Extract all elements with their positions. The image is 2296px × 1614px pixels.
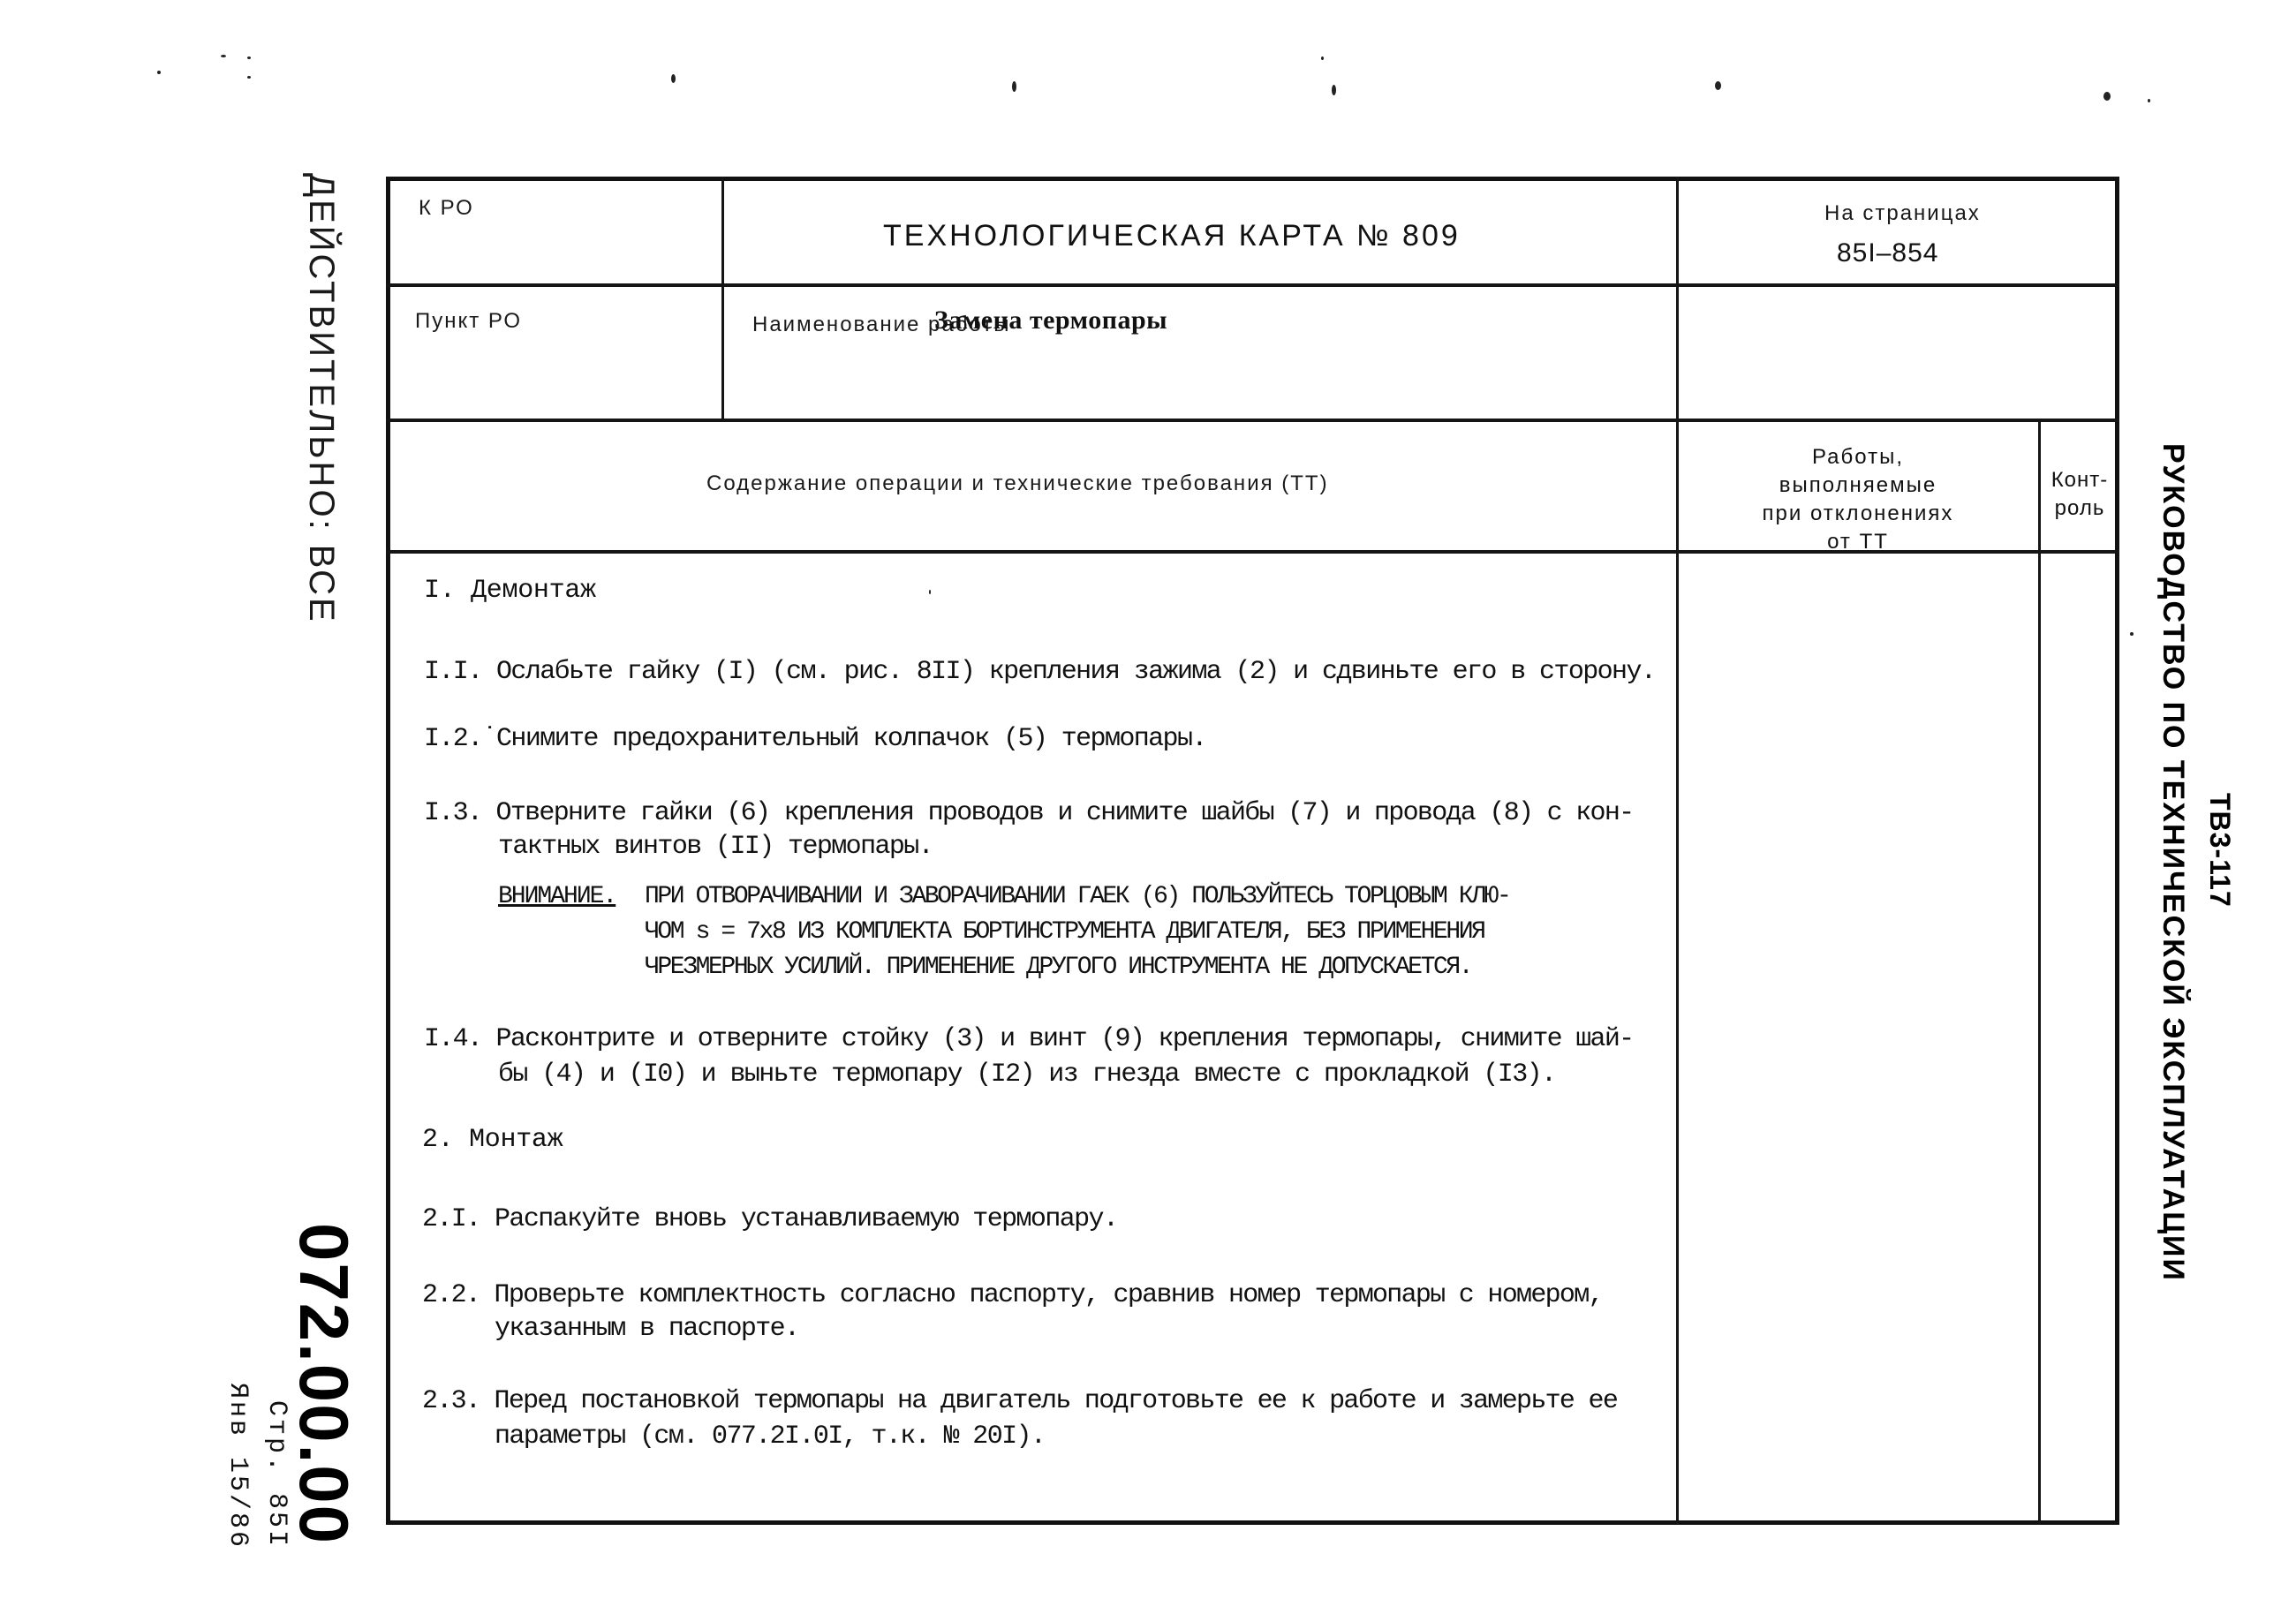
warning-line-3: ЧРЕЗМЕРНЫХ УСИЛИЙ. ПРИМЕНЕНИЕ ДРУГОГО ИНСТРУМЕНТА НЕ ДОПУСКАЕТСЯ. [645, 954, 1472, 981]
warning-label: ВНИМАНИЕ. [498, 883, 616, 910]
scan-speck [1012, 81, 1016, 92]
scan-speck [157, 71, 161, 74]
col-divider [2038, 420, 2041, 1525]
scan-speck [671, 74, 676, 83]
content-column-header: Содержание операции и технические требования (ТТ) [706, 471, 1329, 495]
engine-model: ТВ3-117 [2204, 793, 2236, 908]
deviations-header-line: от ТТ [1827, 530, 1889, 554]
document-number: 072.00.00 [285, 1223, 363, 1546]
step-1-1: I.I. Ослабьте гайку (I) (см. рис. 8II) крепления зажима (2) и сдвиньте его в сторону. [424, 657, 1656, 687]
col-divider [721, 177, 724, 420]
scan-speck [1715, 81, 1721, 90]
row-divider [386, 419, 2119, 422]
warning-line-2: ЧОМ s = 7х8 ИЗ КОМПЛЕКТА БОРТИНСТРУМЕНТА ДВИГАТЕЛЯ, БЕЗ ПРИМЕНЕНИЯ [645, 918, 1484, 946]
control-header-line: Конт- [2051, 468, 2109, 492]
k-ro-label: К РО [419, 196, 474, 220]
deviations-header-line: Работы, [1811, 445, 1905, 469]
page-number: Стр. 85I [261, 1400, 291, 1550]
step-2-1: 2.I. Распакуйте вновь устанавливаемую термопару. [422, 1204, 1118, 1234]
row-divider [386, 283, 2119, 287]
step-2-3-line1: 2.3. Перед постановкой термопары на двигатель подготовьте ее к работе и замерьте ее [422, 1386, 1618, 1416]
deviations-column-header [1678, 443, 2038, 556]
scan-speck [221, 55, 226, 57]
work-name-value: Замена термопары [934, 305, 1168, 335]
pages-label: На страницах [1824, 201, 1981, 225]
revision-date: Янв 15/86 [223, 1383, 253, 1550]
validity-note: ДЕЙСТВИТЕЛЬНО: ВСЕ [302, 173, 341, 624]
step-2-2-line1: 2.2. Проверьте комплектность согласно паспорту, сравнив номер термопары с номером, [422, 1280, 1603, 1310]
step-1-3-line2: тактных винтов (II) термопары. [498, 832, 933, 862]
deviations-header-line: выполняемые [1779, 473, 1937, 497]
deviations-header-line: при отклонениях [1762, 502, 1954, 525]
control-header-line: роль [2054, 496, 2105, 520]
step-2-3-line2: параметры (см. 077.2I.0I, т.к. № 20I). [495, 1422, 1046, 1452]
scan-speck [247, 57, 251, 59]
control-column-header [2040, 466, 2119, 523]
page-title: ТЕХНОЛОГИЧЕСКАЯ КАРТА № 809 [883, 219, 1461, 253]
step-2-2-line2: указанным в паспорте. [495, 1314, 799, 1344]
punkt-ro-label: Пункт РО [415, 309, 523, 333]
step-1-4-line2: бы (4) и (I0) и выньте термопару (I2) из гнезда вместе с прокладкой (I3). [498, 1060, 1556, 1090]
col-divider [1676, 177, 1679, 1525]
work-name-label: Наименование работы [752, 313, 1011, 336]
manual-title: РУКОВОДСТВО ПО ТЕХНИЧЕСКОЙ ЭКСПЛУАТАЦИИ [2156, 443, 2190, 1282]
section-heading-assembly: 2. Монтаж [422, 1125, 563, 1155]
pages-range: 85I–854 [1837, 238, 1939, 268]
step-1-2: I.2.˙Снимите предохранительный колпачок (5) термопары. [424, 724, 1206, 754]
scan-speck [2148, 99, 2150, 102]
step-1-4-line1: I.4. Расконтрите и отверните стойку (3) и винт (9) крепления термопары, снимите шай- [424, 1024, 1634, 1054]
scan-speck [2130, 632, 2134, 636]
step-1-3-line1: I.3. Отверните гайки (6) крепления проводов и снимите шайбы (7) и провода (8) с кон- [424, 798, 1634, 828]
scan-speck [247, 76, 251, 79]
section-heading-disassembly: I. Демонтаж [424, 576, 596, 606]
scan-speck [2103, 92, 2111, 101]
scan-speck [1321, 57, 1324, 60]
scan-speck [1332, 85, 1336, 95]
warning-line-1: ПРИ ОТВОРАЧИВАНИИ И ЗАВОРАЧИВАНИИ ГАЕК (6) ПОЛЬЗУЙТЕСЬ ТОРЦОВЫМ КЛЮ- [645, 883, 1510, 910]
